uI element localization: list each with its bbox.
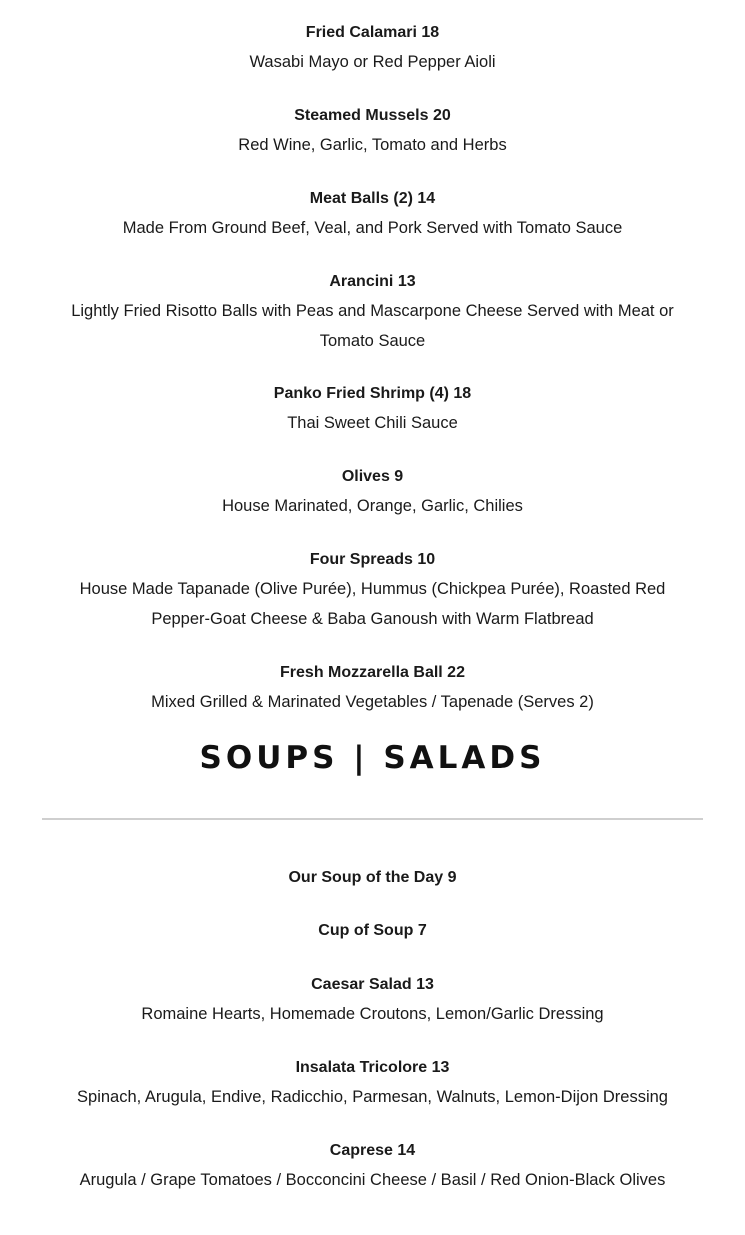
- item-name: Cup of Soup 7: [318, 922, 427, 939]
- item-name: Caprese 14: [329, 1142, 416, 1159]
- item-name: Four Spreads 10: [309, 551, 436, 568]
- item-name: Caesar Salad 13: [311, 976, 434, 993]
- menu-item-four-spreads: [0, 549, 745, 634]
- item-name: Arancini 13: [329, 273, 416, 290]
- menu-item-cup-of-soup: [0, 920, 745, 942]
- item-name: Meat Balls (2) 14: [309, 190, 436, 207]
- menu-item-panko-fried-shrimp: [0, 383, 745, 439]
- item-description: House Marinated, Orange, Garlic, Chilies: [222, 497, 523, 515]
- menu-item-caprese: [0, 1140, 745, 1196]
- item-description: Red Wine, Garlic, Tomato and Herbs: [238, 136, 507, 154]
- item-name: Olives 9: [341, 468, 404, 485]
- item-description: Arugula / Grape Tomatoes / Bocconcini Cheese / Basil / Red Onion-Black Olives: [79, 1171, 666, 1189]
- item-description: House Made Tapanade (Olive Purée), Hummus (Chickpea Purée), Roasted Red Pepper-Goat Cheese & Baba Ganoush with Warm Flatbread: [79, 580, 666, 628]
- item-description: Spinach, Arugula, Endive, Radicchio, Parmesan, Walnuts, Lemon-Dijon Dressing: [77, 1088, 668, 1106]
- menu-item-steamed-mussels: [0, 105, 745, 161]
- item-description: Lightly Fried Risotto Balls with Peas and Mascarpone Cheese Served with Meat or Tomato Sauce: [71, 302, 674, 350]
- menu-item-fried-calamari: [0, 22, 745, 78]
- item-name: Our Soup of the Day 9: [288, 869, 457, 886]
- item-name: Panko Fried Shrimp (4) 18: [273, 385, 472, 402]
- menu-item-insalata-tricolore: [0, 1057, 745, 1113]
- item-description: Thai Sweet Chili Sauce: [287, 414, 458, 432]
- menu-item-fresh-mozzarella-ball: [0, 662, 745, 718]
- item-name: Steamed Mussels 20: [294, 107, 451, 124]
- menu-item-meat-balls: [0, 188, 745, 244]
- item-name: Insalata Tricolore 13: [295, 1059, 450, 1076]
- menu-item-caesar-salad: [0, 974, 745, 1030]
- item-description: Made From Ground Beef, Veal, and Pork Served with Tomato Sauce: [122, 219, 623, 237]
- item-name: Fresh Mozzarella Ball 22: [280, 664, 465, 681]
- menu-item-arancini: [0, 271, 745, 356]
- item-description: Wasabi Mayo or Red Pepper Aioli: [249, 53, 496, 71]
- item-name: Fried Calamari 18: [305, 24, 440, 41]
- item-description: Romaine Hearts, Homemade Croutons, Lemon/Garlic Dressing: [141, 1005, 604, 1023]
- section-title-soups-salads: SOUPS | SALADS: [199, 740, 546, 776]
- menu-item-soup-of-the-day: [0, 867, 745, 889]
- menu-item-olives: [0, 466, 745, 522]
- item-description: Mixed Grilled & Marinated Vegetables / Tapenade (Serves 2): [151, 693, 594, 711]
- section-divider: [42, 818, 703, 820]
